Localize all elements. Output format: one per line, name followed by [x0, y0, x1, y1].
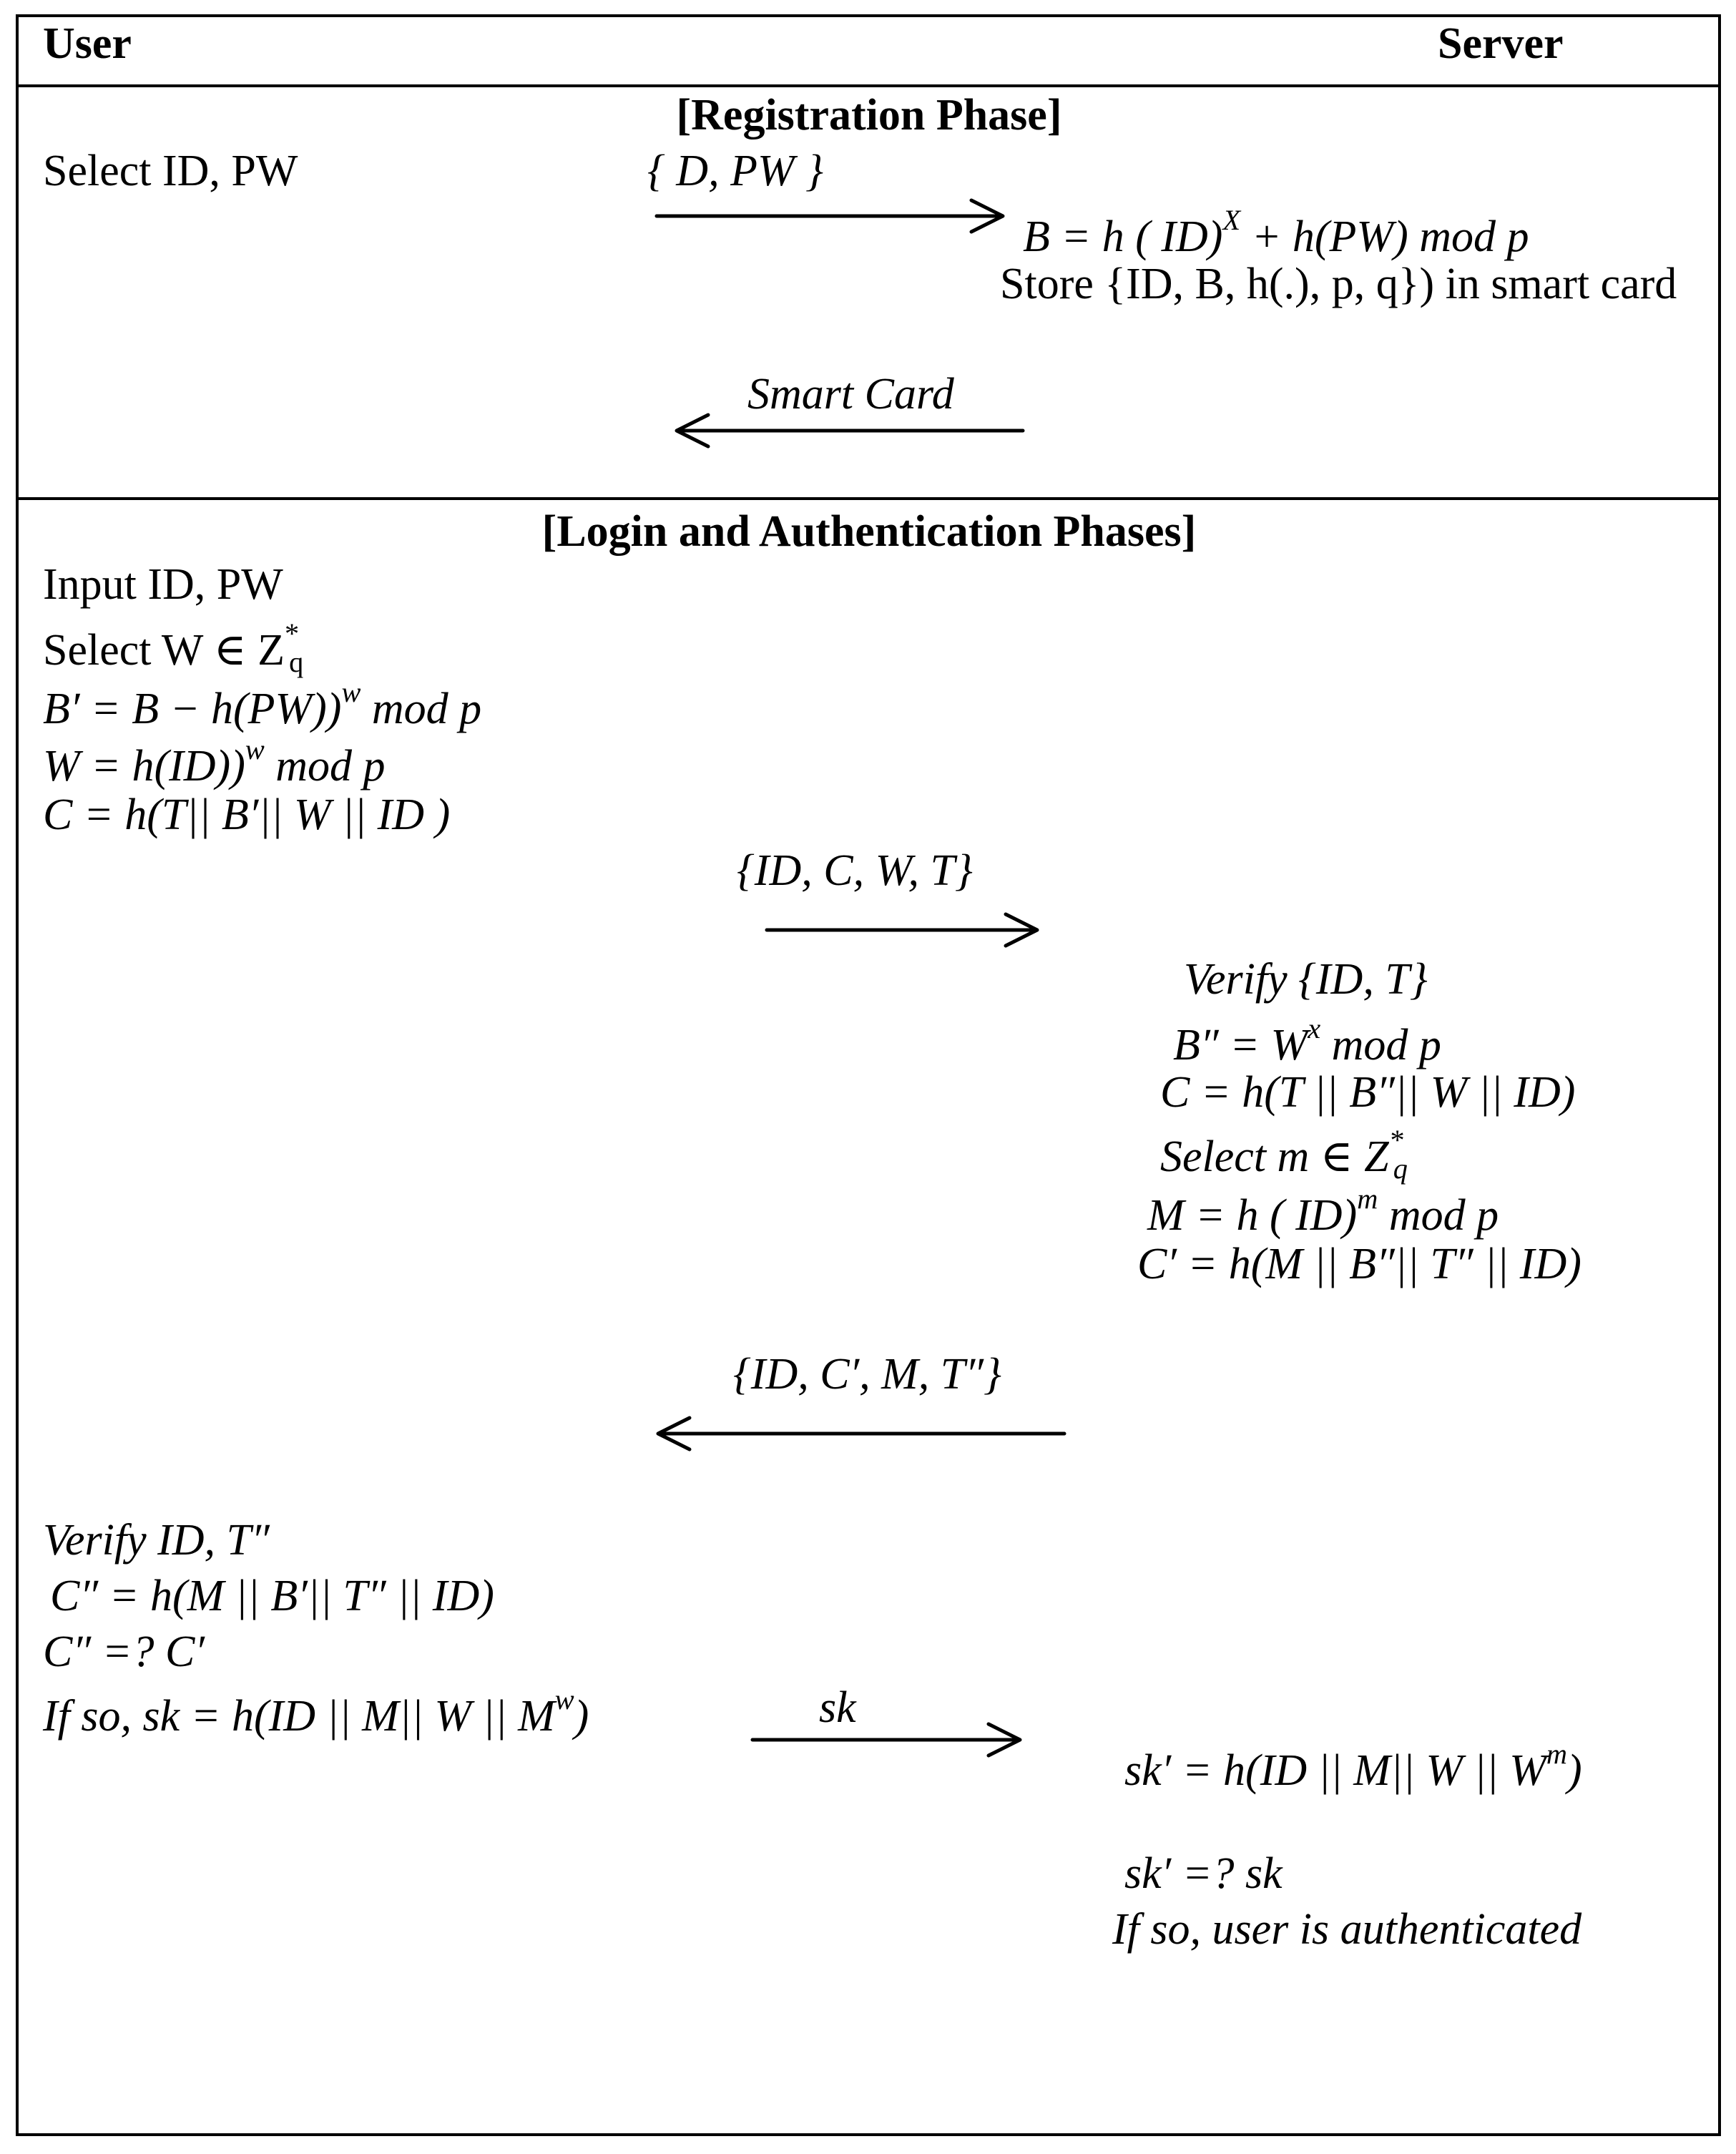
registration-phase-title: [Registration Phase]	[676, 91, 1062, 139]
user-verify-step: Verify ID, T″	[43, 1516, 270, 1565]
server-step: C′ = h(M || B″|| T″ || ID)	[1137, 1240, 1581, 1288]
user-verify-step: C″ =? C′	[43, 1627, 205, 1676]
arrow-left-login-2	[658, 1418, 1064, 1449]
login-message-2: {ID, C′, M, T″}	[733, 1350, 1001, 1399]
user-step: B′ = B − h(PW))$^w$ mod p	[43, 676, 482, 734]
user-step: Select W ∈ $Z^*_q$	[43, 617, 304, 679]
user-step: W = h(ID))$^w$ mod p	[43, 733, 386, 791]
server-step: C = h(T || B″|| W || ID)	[1160, 1068, 1576, 1117]
server-step: Select m ∈ $Z^*_q$	[1160, 1124, 1408, 1185]
user-column-label: User	[43, 19, 132, 68]
registration-message-2: Smart Card	[747, 370, 954, 418]
server-store-card: Store {ID, B, h(.), p, q}) in smart card	[1000, 260, 1677, 308]
login-message-3: sk	[819, 1683, 856, 1732]
user-select-id-pw: Select ID, PW	[43, 147, 298, 195]
arrow-right-registration-1	[657, 200, 1003, 232]
registration-message-1: { D, PW }	[647, 147, 823, 195]
server-column-label: Server	[1438, 19, 1564, 68]
server-final-step: If so, user is authenticated	[1112, 1905, 1582, 1954]
server-step: M = h ( ID)$^m$ mod p	[1147, 1183, 1499, 1240]
login-phase-title: [Login and Authentication Phases]	[541, 507, 1197, 556]
arrow-left-registration-2	[677, 415, 1023, 446]
user-step: Input ID, PW	[43, 560, 283, 609]
arrow-right-session-key	[752, 1724, 1020, 1756]
user-verify-step: C″ = h(M || B′|| T″ || ID)	[50, 1572, 494, 1620]
login-message-1: {ID, C, W, T}	[737, 846, 973, 895]
server-compute-b: B = h ( ID)$^X$ + h(PW) mod p	[1023, 204, 1529, 262]
user-verify-step: If so, sk = h(ID || M|| W || $M^w$)	[43, 1683, 589, 1741]
user-step: C = h(T|| B′|| W || ID )	[43, 790, 451, 839]
arrow-right-login-1	[767, 914, 1037, 946]
server-step: $B'' = W^x$ mod p	[1173, 1012, 1441, 1070]
server-step: Verify {ID, T}	[1184, 955, 1428, 1004]
server-final-step: sk′ = h(ID || M|| W || $W^m$)	[1124, 1738, 1582, 1796]
server-final-step: sk′ =? sk	[1124, 1849, 1283, 1898]
